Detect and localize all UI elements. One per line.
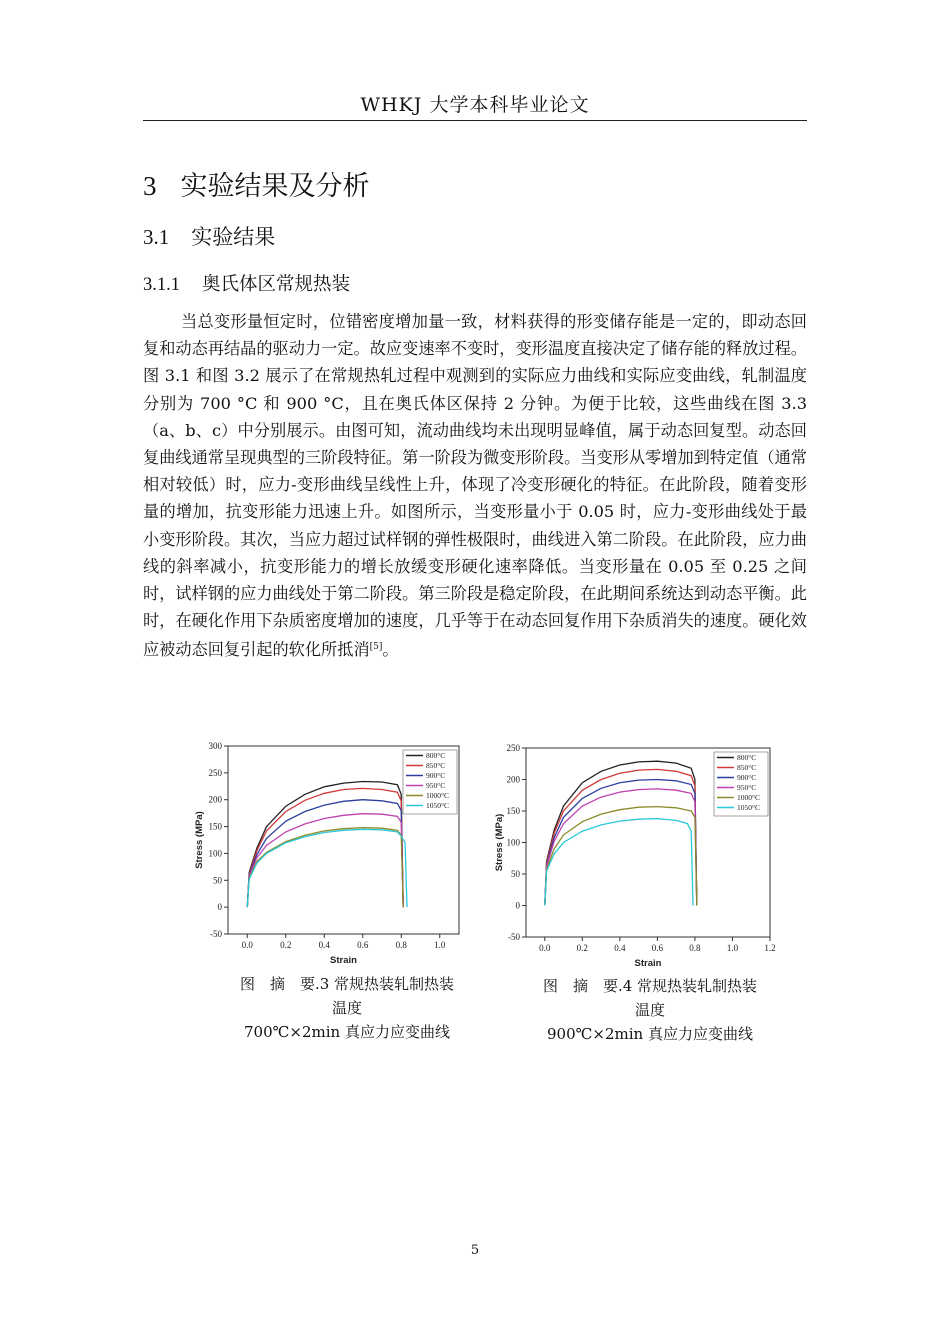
header-title: WHKJ 大学本科毕业论文 <box>360 94 590 116</box>
figure-3 <box>190 738 475 970</box>
figure-3-caption <box>212 972 482 1044</box>
x-tick-label: 1.0 <box>434 940 446 950</box>
legend-label: 850°C <box>426 761 446 770</box>
y-axis-label: Stress (MPa) <box>494 813 505 872</box>
legend-label: 950°C <box>426 781 446 790</box>
paragraph-text: 当总变形量恒定时，位错密度增加量一致，材料获得的形变储存能是一定的，即动态回复和动态再结晶的驱动力一定。故应变速率不变时，变形温度直接决定了储存能的释放过程。图 3.1 和图 3.2 展示了在常规热轧过程中观测到的实际应力曲线和实际应变曲线，轧制温度分别为 700 °C 和 900 °C，且在奥氏体区保持 2 分钟。为便于比较，这些曲线在图 3.3（a、b、c）中分别展示。由图可知，流动曲线均未出现明显峰值，属于动态回复型。动态回复曲线通常呈现典型的三阶段特征。第一阶段为微变形阶段。当变形从零增加到特定值（通常相对较低）时，应力-变形曲线呈线性上升，体现了冷变形硬化的特征。在此阶段，随着变形量的增加，抗变形能力迅速上升。如图所示，当变形量小于 0.05 时，应力-变形曲线处于最小变形阶段。其次，当应力超过试样钢的弹性极限时，曲线进入第二阶段。在此阶段，应力曲线的斜率减小，抗变形能力的增长放缓变形硬化速率降低。当变形量在 0.05 至 0.25 之间时，试样钢的应力曲线处于第二阶段。第三阶段是稳定阶段，在此期间系统达到动态平衡。此时，在硬化作用下杂质密度增加的速度，几乎等于在动态回复作用下杂质消失的速度。硬化效应被动态回复引起的软化所抵消 <box>143 312 807 660</box>
stress-strain-chart-900 <box>490 740 780 972</box>
y-tick-label: 150 <box>208 821 222 832</box>
x-tick-label: 0.0 <box>539 943 551 953</box>
y-tick-label: 100 <box>506 837 520 848</box>
x-tick-label: 1.2 <box>764 943 776 953</box>
page-header <box>143 92 807 121</box>
y-tick-label: -50 <box>210 929 222 939</box>
page-number: 5 <box>470 1243 480 1258</box>
legend-label: 850°C <box>737 763 757 772</box>
legend-label: 800°C <box>737 753 757 762</box>
x-tick-label: 0.8 <box>395 940 407 950</box>
y-tick-label: -50 <box>508 932 520 942</box>
subsection-number: 3.1.1 <box>143 275 180 295</box>
section-number: 3.1 <box>143 225 170 249</box>
y-tick-label: 250 <box>506 743 520 753</box>
x-tick-label: 1.0 <box>726 943 739 953</box>
legend-label: 1050°C <box>426 801 450 810</box>
subsection-title: 奥氏体区常规热装 <box>202 274 351 295</box>
subsection-heading <box>143 271 350 299</box>
caption-line-2: 温度 <box>331 999 362 1017</box>
y-tick-label: 250 <box>208 767 222 778</box>
x-tick-label: 0.0 <box>241 940 253 950</box>
x-tick-label: 0.4 <box>318 940 330 950</box>
y-tick-label: 200 <box>506 774 520 785</box>
y-tick-label: 150 <box>506 806 520 816</box>
x-tick-label: 0.2 <box>576 943 588 953</box>
caption-line-2: 温度 <box>634 1001 665 1019</box>
series-line <box>247 800 403 907</box>
caption-line-1: 图 摘 要.4 常规热装轧制热装 <box>542 977 758 995</box>
series-line <box>247 788 403 907</box>
chapter-heading <box>143 168 370 205</box>
y-tick-label: 300 <box>208 741 222 751</box>
y-tick-label: 100 <box>208 848 222 859</box>
figure-4-caption <box>515 974 785 1046</box>
legend-label: 900°C <box>737 773 757 782</box>
stress-strain-chart-700 <box>190 738 475 970</box>
x-tick-label: 0.6 <box>651 943 664 953</box>
y-tick-label: 50 <box>511 869 520 879</box>
chapter-number: 3 <box>143 171 157 201</box>
x-tick-label: 0.6 <box>357 940 369 950</box>
figure-4 <box>490 740 780 972</box>
paragraph-end: 。 <box>382 640 399 660</box>
legend-label: 950°C <box>737 783 757 792</box>
y-tick-label: 0 <box>217 902 222 913</box>
x-tick-label: 0.2 <box>280 940 292 950</box>
x-tick-label: 0.8 <box>689 943 701 953</box>
y-tick-label: 200 <box>208 794 222 805</box>
series-line <box>247 829 407 907</box>
legend-label: 1000°C <box>737 793 761 802</box>
legend-label: 800°C <box>426 751 446 760</box>
caption-line-3: 900℃×2min 真应力应变曲线 <box>547 1025 753 1043</box>
series-line <box>247 828 403 908</box>
section-heading <box>143 222 275 252</box>
x-tick-label: 0.4 <box>614 943 626 953</box>
y-tick-label: 0 <box>515 900 520 911</box>
section-title: 实验结果 <box>191 225 276 249</box>
legend-label: 1000°C <box>426 791 450 800</box>
x-axis-label: Strain <box>330 955 357 966</box>
series-line <box>545 780 697 906</box>
legend-label: 1050°C <box>737 803 761 812</box>
caption-line-1: 图 摘 要.3 常规热装轧制热装 <box>239 975 455 993</box>
y-axis-label: Stress (MPa) <box>194 811 205 869</box>
citation-ref: [5] <box>369 642 383 653</box>
x-axis-label: Strain <box>634 958 662 969</box>
chapter-title: 实验结果及分析 <box>180 171 370 202</box>
y-tick-label: 50 <box>213 875 222 886</box>
legend-label: 900°C <box>426 771 446 780</box>
caption-line-3: 700℃×2min 真应力应变曲线 <box>244 1023 450 1041</box>
body-paragraph <box>143 308 807 664</box>
